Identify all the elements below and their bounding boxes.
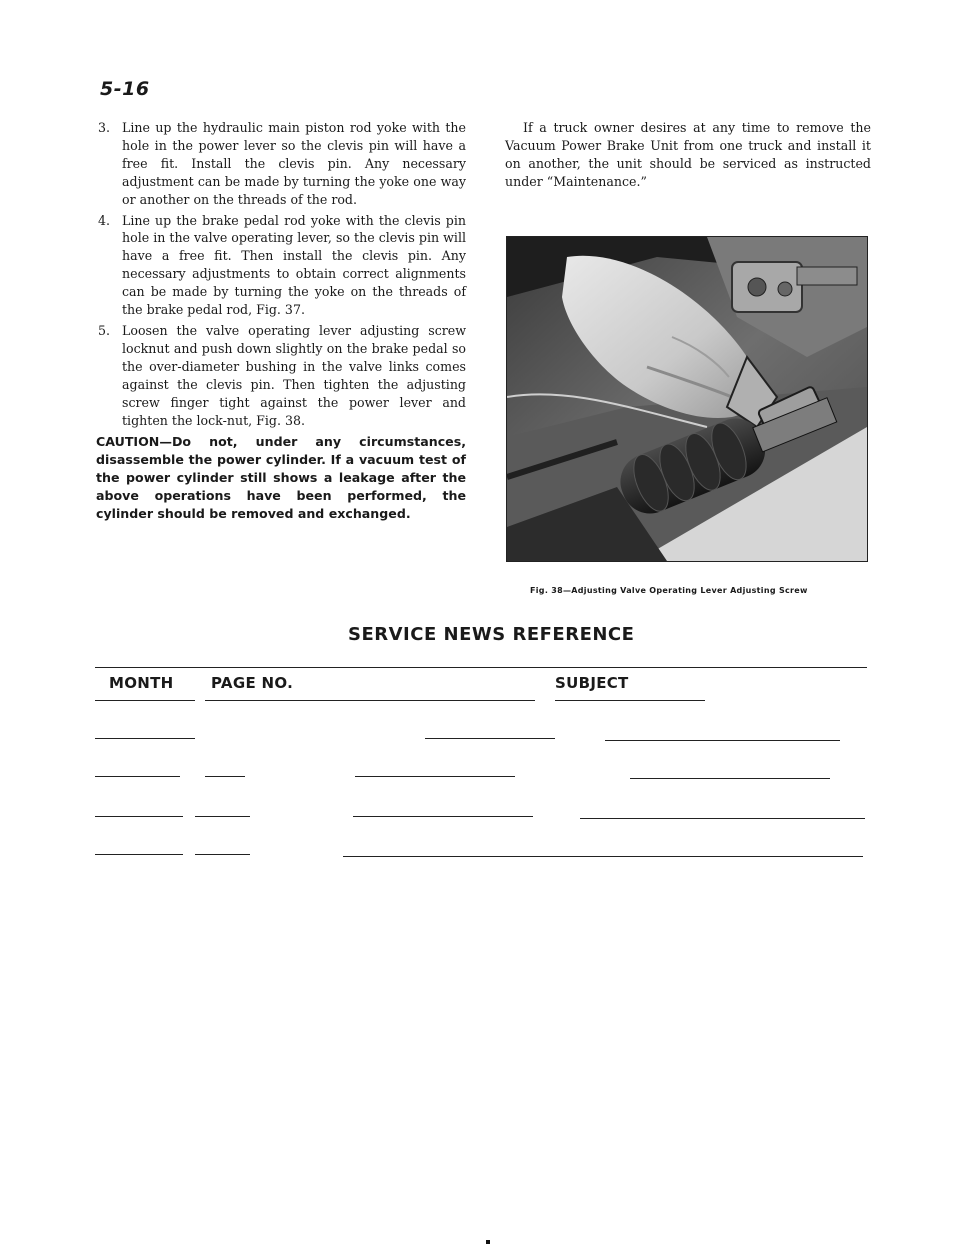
caution-note: CAUTION—Do not, under any circumstances, disassemble the power cylinder. If a vacuum test of the power cylinder still shows a leakage after the above operations have been performed, the cylinder should be removed and exchanged. bbox=[96, 434, 466, 522]
section-title: SERVICE NEWS REFERENCE bbox=[348, 624, 635, 645]
instruction-step bbox=[96, 119, 466, 209]
step-text: Loosen the valve operating lever adjusting screw locknut and push down slightly on the brake pedal so the over-diameter bushing in the valve links comes against the clevis pin. Then tighten the adjusting screw finger tight against the power lever and tighten the lock-nut, Fig. 38. bbox=[122, 322, 466, 428]
table-row-rule bbox=[630, 778, 830, 779]
table-row-rule bbox=[95, 738, 195, 739]
page-mark bbox=[486, 1240, 490, 1244]
figure-caption: Fig. 38—Adjusting Valve Operating Lever Adjusting Screw bbox=[530, 586, 808, 595]
brake-adjustment-photo bbox=[507, 237, 867, 561]
table-row-rule bbox=[343, 856, 863, 857]
table-row-rule bbox=[605, 740, 840, 741]
instruction-step bbox=[96, 322, 466, 429]
column-header-subject: SUBJECT bbox=[555, 674, 629, 692]
table-top-rule bbox=[95, 667, 867, 668]
column-header-month: MONTH bbox=[109, 674, 174, 692]
step-text: Line up the brake pedal rod yoke with the clevis pin hole in the valve operating lever, so the clevis pin will have a free fit. Then install the clevis pin. Any necessary adjustments to obtain correct alignments can be made by turning the yoke on the threads of the brake pedal rod, Fig. 37. bbox=[122, 212, 466, 318]
table-row-rule bbox=[95, 776, 180, 777]
table-row-rule bbox=[205, 700, 535, 701]
page-number: 5-16 bbox=[100, 78, 150, 100]
table-row-rule bbox=[355, 776, 515, 777]
table-row-rule bbox=[195, 816, 250, 817]
table-row-rule bbox=[95, 854, 183, 855]
figure-photo bbox=[506, 236, 868, 562]
table-row-rule bbox=[425, 738, 555, 739]
left-column bbox=[96, 119, 466, 523]
step-text: Line up the hydraulic main piston rod yoke with the hole in the power lever so the clevis pin will have a free fit. Install the clevis pin. Any necessary adjustment can be made by turning the yoke one way or another on the threads of the rod. bbox=[122, 120, 466, 207]
maintenance-paragraph: If a truck owner desires at any time to remove the Vacuum Power Brake Unit from one truck and install it on another, the unit should be serviced as instructed under “Maintenance.” bbox=[505, 120, 871, 189]
table-row-rule bbox=[195, 854, 250, 855]
column-header-page-no: PAGE NO. bbox=[211, 674, 294, 692]
step-number: 3. bbox=[98, 120, 111, 135]
table-row-rule bbox=[580, 818, 865, 819]
instruction-step bbox=[96, 212, 466, 319]
table-row-rule bbox=[205, 776, 245, 777]
step-number: 4. bbox=[98, 212, 111, 228]
table-row-rule bbox=[95, 700, 195, 701]
service-news-table bbox=[95, 664, 867, 874]
table-row-rule bbox=[555, 700, 705, 701]
step-number: 5. bbox=[98, 322, 111, 338]
table-row-rule bbox=[353, 816, 533, 817]
table-row-rule bbox=[95, 816, 183, 817]
